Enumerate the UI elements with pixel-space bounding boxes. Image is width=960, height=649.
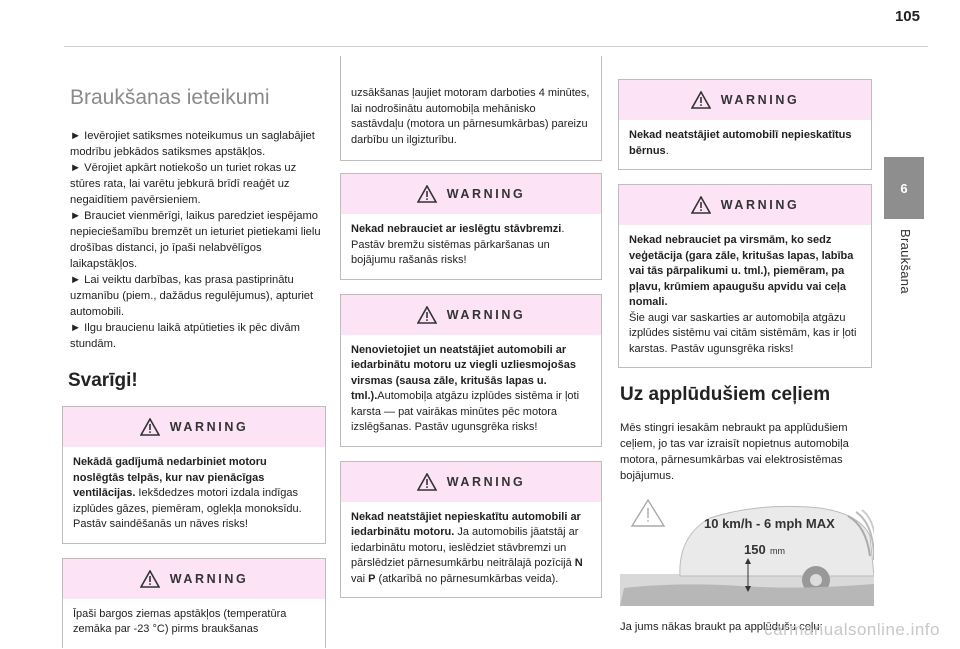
warning-header <box>341 295 601 335</box>
warning-box-children <box>618 79 872 170</box>
warning-box-ventilation <box>62 406 326 544</box>
warning-box-flammable-surface <box>340 294 602 447</box>
driving-tips-list <box>62 128 326 352</box>
list-item: ► Ievērojiet satiksmes noteikumus un saglabājiet modrību jebkādos satiksmes apstākļos. <box>70 130 315 158</box>
warning-bold-text: Nekad neatstājiet automobilī nepieskatītus bērnus <box>629 129 852 157</box>
column-right <box>618 56 872 633</box>
warning-text: . Pastāv bremžu sistēmas pārkaršanas un bojājumu rašanās risks! <box>351 223 565 266</box>
warning-header <box>63 407 325 447</box>
warning-body <box>341 335 601 446</box>
warning-box-vegetation <box>618 184 872 368</box>
warning-bold-text: Nekādā gadījumā nedarbiniet motoru noslēgtās telpās, kur nav pienācīgas ventilācijas. <box>73 456 267 499</box>
warning-box-winter-continued <box>340 56 602 161</box>
header-rule <box>64 46 928 47</box>
list-item: ► Vērojiet apkārt notiekošo un turiet rokas uz stūres rata, lai varētu jebkurā brīdī reaģēt uz negaidītiem pavērsieniem. <box>70 162 297 206</box>
list-item: ► Ilgu braucienu laikā atpūtieties ik pēc divām stundām. <box>70 322 300 350</box>
water-depth-unit: mm <box>770 546 785 556</box>
page-number: 105 <box>894 8 920 25</box>
warning-text: (atkarībā no pārnesumkārbas veida). <box>375 572 559 585</box>
warning-header <box>619 80 871 120</box>
warning-triangle-icon <box>140 418 160 436</box>
warning-triangle-icon <box>417 306 437 324</box>
warning-box-parking-brake <box>340 173 602 280</box>
warning-body <box>63 447 325 543</box>
warning-header <box>63 559 325 599</box>
warning-text: Automobiļa atgāzu izplūdes sistēma ir ļoti karsta — pat vairākas minūtes pēc motora izslēgšanas. Pastāv ugunsgrēka risks! <box>351 390 580 433</box>
warning-body <box>341 214 601 279</box>
warning-title: WARNING <box>169 420 249 434</box>
warning-title: WARNING <box>446 307 526 322</box>
flood-driving-illustration <box>620 496 874 606</box>
watermark: carmanualsonline.info <box>764 620 940 639</box>
warning-text: Īpaši bargos ziemas apstākļos (temperatūra zemāka par -23 °C) pirms braukšanas <box>73 607 287 635</box>
warning-header <box>341 462 601 502</box>
warning-header <box>619 185 871 225</box>
section-heading-driving-tips: Braukšanas ieteikumi <box>70 86 270 109</box>
warning-triangle-icon <box>417 185 437 203</box>
warning-body <box>341 502 601 598</box>
speed-limit-label: 10 km/h - 6 mph MAX <box>704 516 835 531</box>
water-depth-value: 150 <box>744 542 766 557</box>
warning-title: WARNING <box>169 571 249 586</box>
flooded-roads-body: Mēs stingri iesakām nebraukt pa applūdušiem ceļiem, jo tas var izraisīt nopietnus automobiļa motora, pārnesumkārbas vai elektrosistēmas bojājumus. <box>620 422 849 482</box>
warning-box-winter <box>62 558 326 648</box>
warning-text: vai <box>351 572 369 585</box>
warning-text: Šie augi var saskarties ar automobiļa atgāzu izplūdes sistēmu vai citām sistēmām, kas ir ļoti karstas. Pastāv ugunsgrēka risks! <box>629 311 857 355</box>
warning-title: WARNING <box>720 198 800 212</box>
list-item: ► Lai veiktu darbības, kas prasa pastiprinātu uzmanību (piem., dažādus regulējumus), apturiet automobili. <box>70 274 314 318</box>
warning-header <box>341 174 601 214</box>
chapter-title: Braukšana <box>898 229 913 294</box>
warning-title: WARNING <box>446 187 526 201</box>
warning-title: WARNING <box>720 93 800 107</box>
flood-figure-caption: Ja jums nākas braukt pa applūdušu ceļu: <box>620 621 823 633</box>
warning-bold-text: Nenovietojiet un neatstājiet automobili ar iedarbinātu motoru uz viegli uzliesmojošas virsmas (sausa zāle, kritušās lapas u. tml.). <box>351 343 576 402</box>
column-middle <box>340 56 602 608</box>
warning-box-engine-running <box>340 461 602 599</box>
warning-text: Ja automobilis jāatstāj ar iedarbinātu motoru, ieslēdziet stāvbremzi un pārslēdziet pārnesumkārbu neitrālajā pozīcijā <box>351 526 579 569</box>
warning-body <box>63 599 325 648</box>
warning-bold-text: Nekad neatstājiet nepieskatītu automobili ar iedarbinātu motoru. <box>351 510 581 538</box>
warning-title: WARNING <box>446 474 526 489</box>
chapter-number: 6 <box>900 180 908 196</box>
warning-triangle-icon <box>691 91 711 109</box>
warning-text: . <box>665 144 669 157</box>
warning-triangle-icon <box>417 473 437 491</box>
warning-body <box>619 225 871 367</box>
warning-text: uzsākšanas ļaujiet motoram darboties 4 minūtes, lai nodrošinātu automobiļa mehānisko sastāvdaļu (motora un pārnesumkārbas) pareizu darbību un ilgizturību. <box>351 87 590 146</box>
warning-text: Iekšdedzes motori izdala indīgas izplūdes gāzes, piemēram, oglekļa monoksīdu. Pastāv saindēšanās un nāves risks! <box>73 487 302 530</box>
gear-p-label: P <box>368 572 376 585</box>
section-heading-important: Svarīgi! <box>68 370 138 391</box>
chapter-tab[interactable] <box>884 157 924 219</box>
warning-bold-text: Nekad nebrauciet ar ieslēgtu stāvbremzi <box>351 223 562 235</box>
gear-n-label: N <box>574 557 583 569</box>
warning-body <box>619 120 871 169</box>
warning-triangle-icon <box>691 196 711 214</box>
section-heading-flooded-roads: Uz applūdušiem ceļiem <box>620 384 831 405</box>
warning-bold-text: Nekad nebrauciet pa virsmām, ko sedz veģetācija (gara zāle, kritušas lapas, labība vai tās pārpalikumi u. tml.), piemēram, pa pļavu, krūmiem apaugušu apvidu vai ceļa nomali. <box>629 234 854 308</box>
column-left <box>62 56 326 649</box>
warning-triangle-icon <box>140 570 160 588</box>
list-item: ► Brauciet vienmērīgi, laikus paredziet iespējamo nepieciešamību bremzēt un ieturiet pietiekami lielu drošības distanci, jo īpaši nelabvēlīgos laikapstākļos. <box>70 210 321 270</box>
